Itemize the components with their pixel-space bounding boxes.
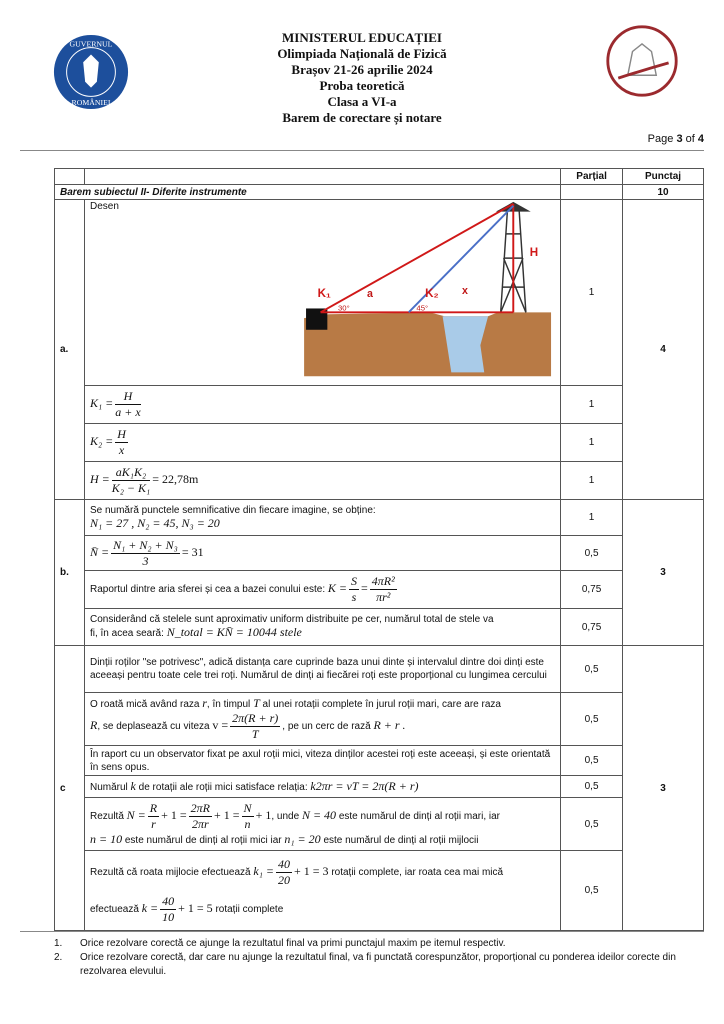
item-label-a: a. [55,200,85,500]
partial-score: 1 [561,200,623,386]
partial-score: 0,5 [561,646,623,693]
item-total-b: 3 [623,500,704,646]
page-of: of [685,133,695,145]
col-punctaj-header: Punctaj [623,169,704,185]
page-indicator [648,133,704,145]
page-label: Page [647,133,674,145]
svg-text:GUVERNUL: GUVERNUL [69,39,113,49]
header-divider [20,150,704,151]
fraction: $\frac{\text{N₁ + N₂ + N₃}}{3}$ [113,537,178,568]
grade: Clasa a VI-a [327,94,397,109]
angle-45: 45° [416,303,429,313]
formula-rotations: k2πr = vT = 2π(R + r) [310,779,419,793]
partial-score: 0,5 [561,746,623,776]
item-total-a: 4 [623,200,704,500]
footnotes [54,937,704,979]
olympiad-title: Olimpiada Națională de Fizică [277,46,447,61]
fraction: $\frac{\text{4πR²}}{\text{πr²}}$ [371,574,395,604]
formula-k1: K₁ = [89,396,114,411]
row-text: Se numără punctele semnificative din fiecare imagine, se obține: [89,504,376,516]
table-row [55,200,704,386]
svg-text:ROMÂNIEI: ROMÂNIEI [71,98,111,108]
item-total-c: 3 [623,646,704,931]
partial-score: 1 [561,386,623,424]
partial-score: 0,75 [561,571,623,609]
angle-30: 30° [337,303,350,313]
row-text: Raportul dintre aria sferei și cea a bazei conului este: [89,584,326,596]
document-header [0,30,724,126]
section-total: 10 [623,185,704,200]
partial-score: 0,5 [561,536,623,571]
partial-score: 1 [561,500,623,536]
formula-k: K = [327,581,347,596]
partial-score: 0,5 [561,693,623,746]
row-text: În raport cu un observator fixat pe axul roții mici, viteza dinților acestei roți este aceeași, și este orientată în sens opus. [84,746,560,776]
tower-diagram [300,200,560,384]
row-text: fi, în acea seară: [89,628,164,639]
row-text: Considerând că stelele sunt aproximativ uniform distribuite pe cer, numărul total de stele va [89,614,494,625]
label-k2: K₂ [425,286,439,300]
footnote: 2. Orice rezolvare corectă, dar care nu ajunge la rezultatul final, va fi punctată corespunzător, proporțional cu ponderea ideilor corecte din rezolvarea elevului. [54,952,676,977]
partial-score: 0,5 [561,776,623,798]
label-h: H [529,246,539,260]
formula-mean: N̄ = [89,544,110,559]
page-number: 3 [676,133,683,145]
drawing-label: Desen [89,201,119,212]
partial-score: 0,75 [561,609,623,646]
partial-score: 1 [561,424,623,462]
fraction: $\frac{H}{x}$ [117,427,126,457]
ministry-title: MINISTERUL EDUCAȚIEI [281,30,442,45]
label-k1: K₁ [317,286,331,300]
fraction: $\frac{H}{a + x}$ [115,389,141,419]
partial-score: 1 [561,462,623,500]
formula-k2: K₂ = [89,434,114,449]
formula-total-stars: N_total = KN̄ = 10044 stele [166,625,302,639]
label-x: x [461,284,468,297]
formula-counts: N₁ = 27 , N₂ = 45, N₃ = 20 [89,515,220,530]
partial-score: 0,5 [561,851,623,931]
doc-title: Barem de corectare și notare [282,110,442,125]
footer-divider [20,931,704,932]
footnote: 1. Orice rezolvare corectă ce ajunge la rezultatul final va primi punctajul maxim pe itemul respectiv. [54,938,506,949]
formula-mean-result: = 31 [181,544,204,559]
grading-table: Parțial Punctaj Barem subiectul II- Diferite instrumente 10 a. Desen K₁ a K₂ x H 30° 45° 1 4 K₁ = $\frac{H}{a + x}$ 1 K₂ = $\frac{H}{x}$ 1 H = $\frac{\text{aK₁K₂}}{\text{K₂ − K₁}}$ = 22,78m 1 b. Se numără punctele semnificative din fiecare imagine, se obține: N₁ = 27 , N₂ = 45, N₃ = 20 1 3 N̄ = $\frac{\text{N₁ + N₂ + N₃}}{3}$ = 31 0,5 Raportul dintre aria sferei și cea a bazei conului este: K = $\frac{S}{s}$ = $\frac{\text{4πR²}}{\text{πr²}}$ 0,75 Considerând că stelele sunt aproximativ uniform distribuite pe cer, numărul total de stele va fi, în acea seară: N_total = KN̄ = 10044 stele 0,75 c Dinții roților "se potrivesc", adică distanța care cuprinde baza unui dinte și intervalul dintre doi dinți este aceeași pentru toate cele trei roți. Numărul de dinți ai fiecărei roți este proporțional cu lungimea cercului 0,5 3 O roată mică având raza r, în timpul T al unei rotații complete în jurul roții mari, care are raza R, se deplasează cu viteza v = $\frac{2\pi(R + r)}{T}$ , pe un cerc de rază R + r . 0,5 În raport cu un observator fixat pe axul roții mici, viteza dinților acestei roți este aceeași, și este orientată în sens opus. 0,5 Numărul k de rotații ale roții mici satisface relația: k2πr = vT = 2π(R + r) 0,5 Rezultă N = $\frac{R}{r}$ + 1 = $\frac{2\pi R}{2\pi r}$ + 1 = $\frac{N}{n}$ + 1, unde N = 40 este numărul de dinți al roții mari, iar n = 10 este numărul de dinți al roții mici iar n₁ = 20 este numărul de dinți al roții mijlocii 0,5 Rezultă că roata mijlocie efectuează k₁ = $\frac{40}{20}$ + 1 = 3 rotații complete, iar roata cea mai mică efectuează k = $\frac{40}{10}$ + 1 = 5 rotații complete 0,5 [54,168,704,931]
page-total: 4 [697,133,704,145]
location-date: Brașov 21-26 aprilie 2024 [291,62,433,77]
item-label-b: b. [55,500,85,646]
item-label-c: c [55,646,85,931]
exam-type: Proba teoretică [319,78,405,93]
section-title: Barem subiectul II- Diferite instrumente [55,185,561,200]
row-text: Dinții roților "se potrivesc", adică distanța care cuprinde baza unui dinte și intervalul dintre doi dinți este aceeași pentru toate cele trei roți. Numărul de dinți ai fiecărei roți este proporțional cu lungimea cercului [84,646,560,693]
partial-score: 0,5 [561,798,623,851]
fraction: $\frac{\text{aK₁K₂}}{\text{K₂ − K₁}}$ [111,465,151,495]
fraction: $\frac{S}{s}$ [351,574,357,604]
formula-h-result: = 22,78m [152,472,199,487]
col-partial-header: Parțial [561,169,623,185]
label-a: a [367,287,373,300]
fraction: $\frac{2\pi(R + r)}{T}$ [232,711,279,741]
formula-h: H = [89,472,110,487]
